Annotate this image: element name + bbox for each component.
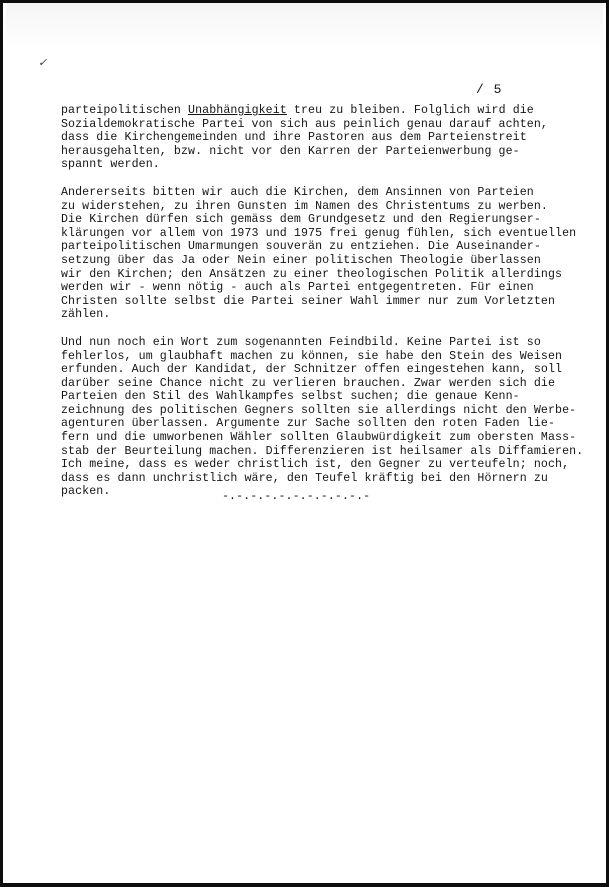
text-line: zeichnung des politischen Gegners sollten sie allerdings nicht den Werbe- [61,403,577,417]
paragraph-3 [61,336,601,499]
paragraph-2 [61,186,601,322]
text-line: zählen. [61,308,111,322]
text-line: Christen sollte selbst die Partei seiner Wahl immer nur zum Vorletzten [61,294,556,308]
text-line: fern und die umworbenen Wähler sollten Glaubwürdigkeit zum obersten Mass- [61,431,577,445]
text-line: klärungen vor allem von 1973 und 1975 frei genug fühlen, sich eventuellen [61,226,577,240]
text-line: Und nun noch ein Wort zum sogenannten Feindbild. Keine Partei ist so [61,335,541,349]
text-line: stab der Beurteilung machen. Differenzieren ist heilsamer als Diffamieren. [61,444,584,458]
text-line: dass die Kirchengemeinden und ihre Pastoren aus dem Parteienstreit [61,131,527,145]
text-line: herausgehalten, bzw. nicht vor den Karren der Parteienwerbung ge- [61,144,520,158]
text-line: agenturen überlassen. Argumente zur Sache sollten den roten Faden lie- [61,417,556,431]
text-line: Sozialdemokratische Partei von sich aus peinlich genau darauf achten, [61,117,548,131]
text-line: dass es dann unchristlich wäre, den Teufel kräftig bei den Hörnern zu [61,471,548,485]
text-line: Parteien den Stil des Wahlkampfes selbst suchen; die genaue Kenn- [61,390,520,404]
text-line: parteipolitischen Unabhängigkeit treu zu bleiben. Folglich wird die [61,104,534,117]
document-body [61,104,601,513]
scan-shadow [6,3,603,49]
text-line: Andererseits bitten wir auch die Kirchen, dem Ansinnen von Parteien [61,185,534,199]
text-line: Die Kirchen dürfen sich gemäss dem Grundgesetz und den Regierungser- [61,213,541,227]
text-line: spannt werden. [61,158,160,172]
text-line: setzung über das Ja oder Nein einer politischen Theologie überlassen [61,253,541,267]
handwritten-mark: ✓ [38,58,48,70]
page-number: / 5 [476,82,503,97]
text-line: Ich meine, dass es weder christlich ist, den Gegner zu verteufeln; noch, [61,458,570,472]
text-line: erfunden. Auch der Kandidat, der Schnitzer offen eingestehen kann, soll [61,363,563,377]
section-separator: -.-.-.-.-.-.-.-.-.-.- [222,490,371,503]
text-line: packen. [61,485,111,499]
text-line: parteipolitischen Umarmungen souverän zu entziehen. Die Auseinander- [61,240,541,254]
text-line: darüber seine Chance nicht zu verlieren brauchen. Zwar werden sich die [61,376,556,390]
text-line: fehlerlos, um glaubhaft machen zu können, sie habe den Stein des Weisen [61,349,563,363]
underlined-word: Unabhängigkeit [188,104,287,117]
text-line: wir den Kirchen; den Ansätzen zu einer theologischen Politik allerdings [61,267,563,281]
paragraph-1 [61,104,601,172]
text-line: zu widerstehen, zu ihren Gunsten im Namen des Christentums zu werben. [61,199,548,213]
text-line: werden wir - wenn nötig - auch als Partei entgegentreten. Für einen [61,281,534,295]
